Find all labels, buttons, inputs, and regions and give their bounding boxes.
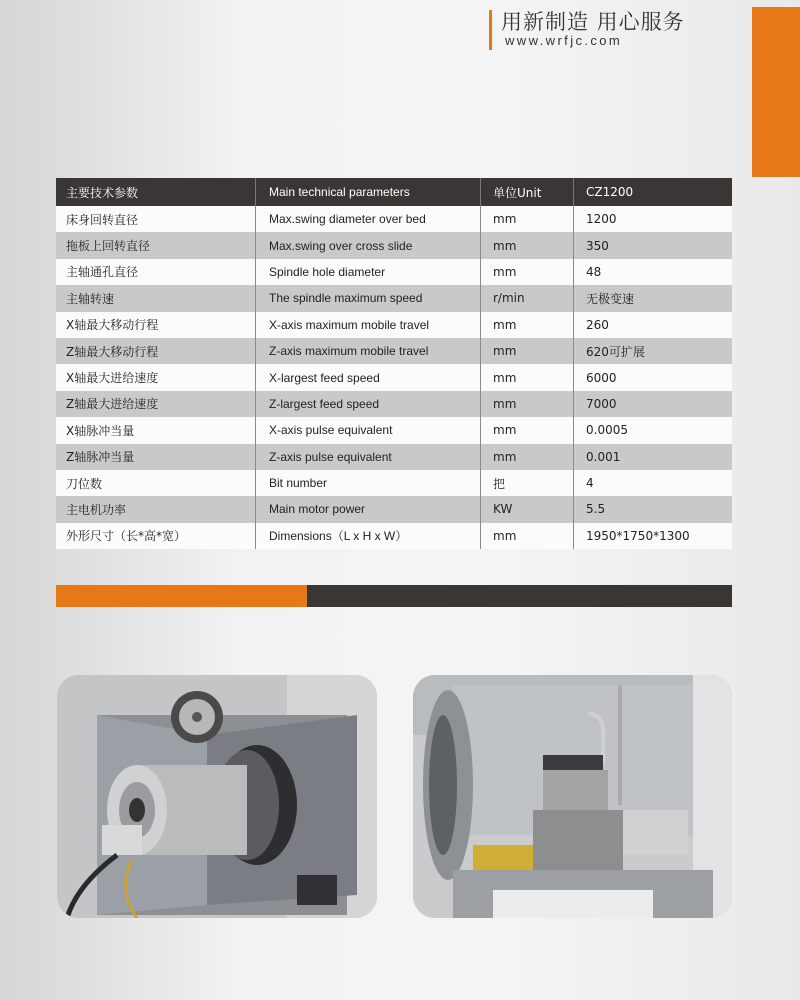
header-en-param: Main technical parameters — [255, 178, 480, 206]
cell-cn-param: Z轴最大进给速度 — [66, 397, 159, 412]
table-row — [56, 417, 732, 443]
cell-unit: mm — [480, 364, 573, 390]
cell-en-param: The spindle maximum speed — [255, 285, 480, 311]
cell-unit: mm — [480, 232, 573, 258]
cell-en-param: Bit number — [255, 470, 480, 496]
cell-model: 260 — [573, 312, 732, 338]
cell-en-param: Z-largest feed speed — [255, 391, 480, 417]
cell-en-param: Main motor power — [255, 496, 480, 522]
table-row — [56, 523, 732, 549]
cell-model: 350 — [573, 232, 732, 258]
website-url: www.wrfjc.com — [505, 33, 623, 48]
cell-model: 0.0005 — [573, 417, 732, 443]
cell-unit: KW — [480, 496, 573, 522]
cell-unit: mm — [480, 391, 573, 417]
cell-cn-param: 拖板上回转直径 — [66, 239, 151, 254]
cell-en-param: Max.swing diameter over bed — [255, 206, 480, 232]
cell-unit: mm — [480, 206, 573, 232]
slogan: 用新制造 用心服务 — [501, 10, 685, 34]
cell-unit: mm — [480, 259, 573, 285]
spindle-motor-photo — [57, 675, 377, 918]
table-row — [56, 470, 732, 496]
tool-post-photo — [413, 675, 732, 918]
cell-en-param: Max.swing over cross slide — [255, 232, 480, 258]
cell-unit: r/min — [480, 285, 573, 311]
table-row — [56, 259, 732, 285]
cell-en-param: Z-axis maximum mobile travel — [255, 338, 480, 364]
table-row — [56, 444, 732, 470]
cell-model: 620可扩展 — [573, 338, 732, 364]
section-divider — [56, 585, 732, 607]
table-body — [56, 206, 732, 549]
table-row — [56, 364, 732, 390]
cell-model: 无极变速 — [573, 285, 732, 311]
cell-model: 4 — [573, 470, 732, 496]
cell-unit: mm — [480, 444, 573, 470]
divider-orange — [56, 585, 307, 607]
header-unit: 单位Unit — [480, 178, 573, 206]
table-row — [56, 206, 732, 232]
cell-cn-param: X轴脉冲当量 — [66, 423, 135, 438]
table-row — [56, 391, 732, 417]
corner-accent-tab — [752, 7, 800, 177]
cell-cn-param: X轴最大进给速度 — [66, 371, 159, 386]
cell-en-param: Dimensions（L x H x W） — [255, 523, 480, 549]
cell-en-param: Z-axis pulse equivalent — [255, 444, 480, 470]
cell-model: 1950*1750*1300 — [573, 523, 732, 549]
cell-unit: mm — [480, 312, 573, 338]
cell-unit: mm — [480, 523, 573, 549]
brand-accent-bar — [489, 10, 492, 50]
table-row — [56, 285, 732, 311]
cell-cn-param: Z轴脉冲当量 — [66, 450, 135, 465]
cell-en-param: Spindle hole diameter — [255, 259, 480, 285]
table-header-row — [56, 178, 732, 206]
divider-dark — [307, 585, 732, 607]
header-model: CZ1200 — [573, 178, 732, 206]
table-row — [56, 312, 732, 338]
cell-cn-param: 主轴转速 — [66, 291, 115, 306]
cell-en-param: X-axis pulse equivalent — [255, 417, 480, 443]
cell-model: 6000 — [573, 364, 732, 390]
table-row — [56, 338, 732, 364]
spec-table — [56, 178, 732, 549]
cell-en-param: X-largest feed speed — [255, 364, 480, 390]
cell-model: 48 — [573, 259, 732, 285]
cell-cn-param: 主电机功率 — [66, 502, 127, 517]
cell-model: 5.5 — [573, 496, 732, 522]
cell-model: 7000 — [573, 391, 732, 417]
cell-cn-param: 主轴通孔直径 — [66, 265, 139, 280]
cell-unit: mm — [480, 338, 573, 364]
cell-cn-param: Z轴最大移动行程 — [66, 344, 159, 359]
cell-cn-param: 床身回转直径 — [66, 212, 139, 227]
table-row — [56, 232, 732, 258]
cell-model: 1200 — [573, 206, 732, 232]
cell-model: 0.001 — [573, 444, 732, 470]
cell-cn-param: 外形尺寸（长*高*宽） — [66, 529, 187, 544]
cell-unit: mm — [480, 417, 573, 443]
cell-cn-param: X轴最大移动行程 — [66, 318, 159, 333]
cell-en-param: X-axis maximum mobile travel — [255, 312, 480, 338]
cell-unit: 把 — [480, 470, 573, 496]
cell-cn-param: 刀位数 — [66, 476, 103, 491]
header-cn-param: 主要技术参数 — [66, 185, 139, 200]
table-row — [56, 496, 732, 522]
